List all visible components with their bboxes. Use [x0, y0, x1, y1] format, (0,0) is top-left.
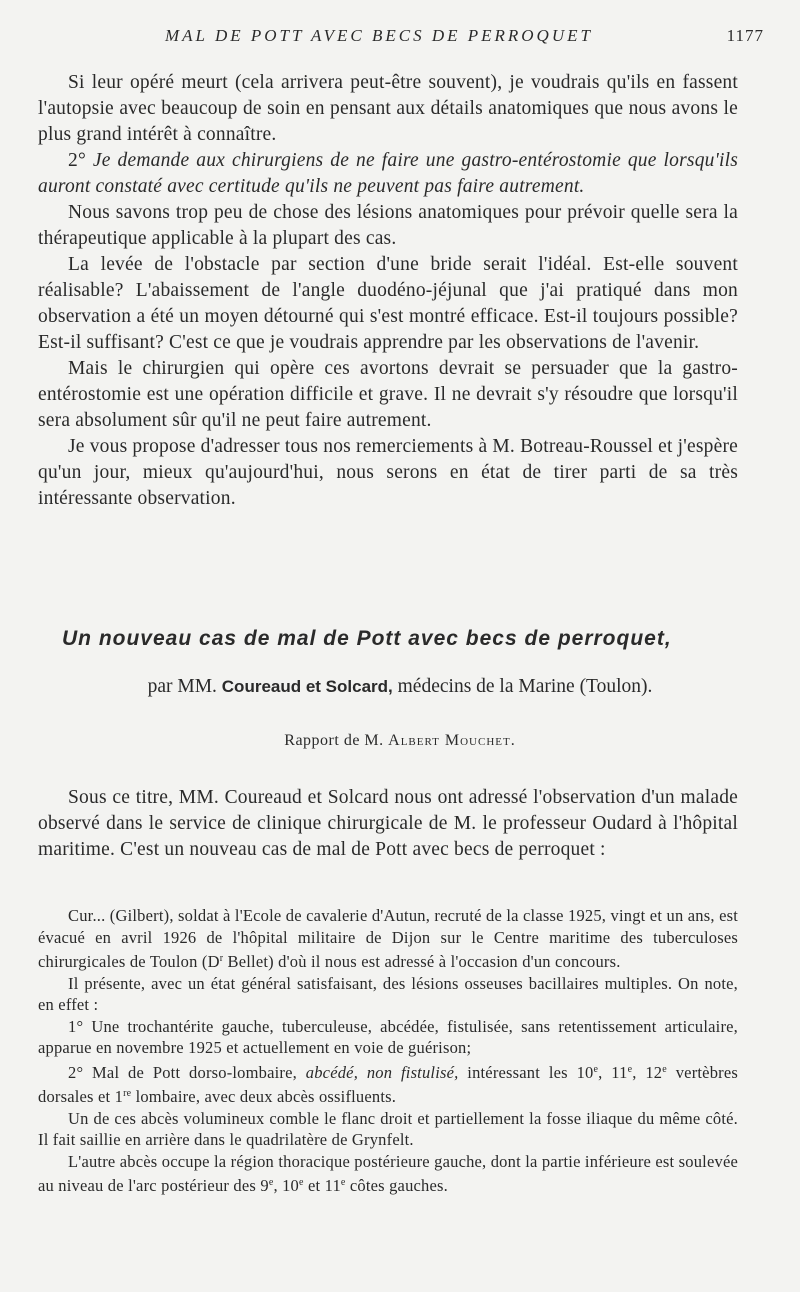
superscript: e — [268, 1177, 274, 1188]
text-run: Cur... (Gilbert), soldat à l'Ecole de cavalerie d'Autun, recruté de la classe 1925, vingt et un ans, est évacué en avril 1926 de l'hôpital militaire de Dijon sur le Centre maritime des tuberculoses chirurgicales de Toulon (D — [38, 906, 738, 971]
superscript: e — [593, 1063, 599, 1075]
text-run: lombaire, avec deux abcès ossifluents. — [131, 1087, 397, 1106]
case-paragraph: 1° Une trochantérite gauche, tuberculeuse, abcédée, fistulisée, sans retentissement articulaire, apparue en novembre 1925 et actuellement en voie de guérison; — [38, 1016, 738, 1057]
paragraph: La levée de l'obstacle par section d'une bride serait l'idéal. Est-elle souvent réalisable? L'abaissement de l'angle duodéno-jéjunal que j'ai pratiqué dans mon observation a été un moyen détourné qui s'est montré efficace. Est-il toujours possible? Est-il suffisant? C'est ce que je voudrais apprendre par les observations de l'avenir. — [38, 254, 738, 353]
paragraph-number: 2° — [68, 150, 86, 171]
report-line — [0, 732, 800, 750]
paragraph: Si leur opéré meurt (cela arrivera peut-être souvent), je voudrais qu'ils en fassent l'autopsie avec beaucoup de soin en pensant aux détails anatomiques que nous avons le plus grand intérêt à connaître. — [38, 72, 738, 145]
text-run: Bellet) d'où il nous est adressé à l'occasion d'un concours. — [223, 952, 621, 971]
paragraph: Mais le chirurgien qui opère ces avortons devrait se persuader que la gastro-entérostomie est une opération difficile et grave. Il ne devrait s'y résoudre que lorsqu'il sera absolument sûr qu'il ne peut faire autrement. — [38, 358, 738, 431]
superscript: re — [123, 1088, 132, 1099]
running-header — [0, 26, 800, 50]
running-title: MAL DE POTT AVEC BECS DE PERROQUET — [165, 26, 593, 45]
case-paragraph — [38, 905, 738, 973]
text-run: , 12 — [632, 1062, 663, 1082]
superscript: e — [627, 1063, 633, 1075]
italic-run: abcédé, non fistulisé, — [305, 1062, 459, 1082]
case-paragraph: Un de ces abcès volumineux comble le flanc droit et partiellement la fosse iliaque du même côté. Il fait saillie en arrière dans le quadrilatère de Grynfelt. — [38, 1108, 738, 1149]
text-run: et 11 — [303, 1176, 341, 1195]
paragraph-text: Je demande aux chirurgiens de ne faire une gastro-entérostomie que lorsqu'ils auront constaté avec certitude qu'ils ne peuvent pas faire autrement. — [38, 150, 738, 197]
byline-prefix: par MM. — [147, 676, 217, 697]
paragraph-numbered — [38, 148, 738, 200]
case-paragraph: Il présente, avec un état général satisfaisant, des lésions osseuses bacillaires multiples. On note, en effet : — [38, 973, 738, 1014]
paragraph: Nous savons trop peu de chose des lésions anatomiques pour prévoir quelle sera la thérapeutique applicable à la plupart des cas. — [38, 202, 738, 249]
text-run: côtes gauches. — [345, 1176, 448, 1195]
reporter-name: Albert Mouchet. — [388, 732, 516, 749]
case-paragraph — [38, 1059, 738, 1108]
paragraph: Je vous propose d'adresser tous nos remerciements à M. Botreau-Roussel et j'espère qu'un jour, mieux qu'aujourd'hui, nous serons en état de tirer parti de sa très intéressante observation. — [38, 436, 739, 509]
superscript: e — [340, 1177, 346, 1188]
case-report — [38, 905, 738, 1197]
superscript: e — [299, 1177, 304, 1188]
article-title: Un nouveau cas de mal de Pott avec becs de perroquet, — [62, 627, 672, 650]
text-run: vertèbres dorsales et 1 — [38, 1062, 738, 1106]
text-run: , 11 — [598, 1062, 628, 1082]
byline-suffix: médecins de la Marine (Toulon). — [397, 676, 653, 697]
intro-section — [38, 785, 738, 863]
page-number: 1177 — [726, 26, 764, 45]
article-byline — [0, 676, 800, 698]
case-paragraph — [38, 1151, 738, 1197]
text-run: L'autre abcès occupe la région thoracique postérieure gauche, dont la partie inférieure est soulevée au niveau de l'arc postérieur des 9 — [38, 1151, 738, 1195]
text-run: intéressant les 10 — [458, 1062, 594, 1082]
text-run: 2° Mal de Pott dorso-lombaire, — [68, 1062, 306, 1082]
text-run: , 10 — [273, 1176, 300, 1195]
paragraph: Sous ce titre, MM. Coureaud et Solcard nous ont adressé l'observation d'un malade observé dans le service de clinique chirurgicale de M. le professeur Oudard à l'hôpital maritime. C'est un nouveau cas de mal de Pott avec becs de perroquet : — [38, 787, 738, 860]
superscript: r — [219, 953, 224, 964]
report-prefix: Rapport de M. — [284, 732, 384, 749]
continuation-section — [38, 70, 738, 512]
byline-authors: Coureaud et Solcard, — [221, 677, 393, 696]
superscript: e — [662, 1063, 667, 1075]
